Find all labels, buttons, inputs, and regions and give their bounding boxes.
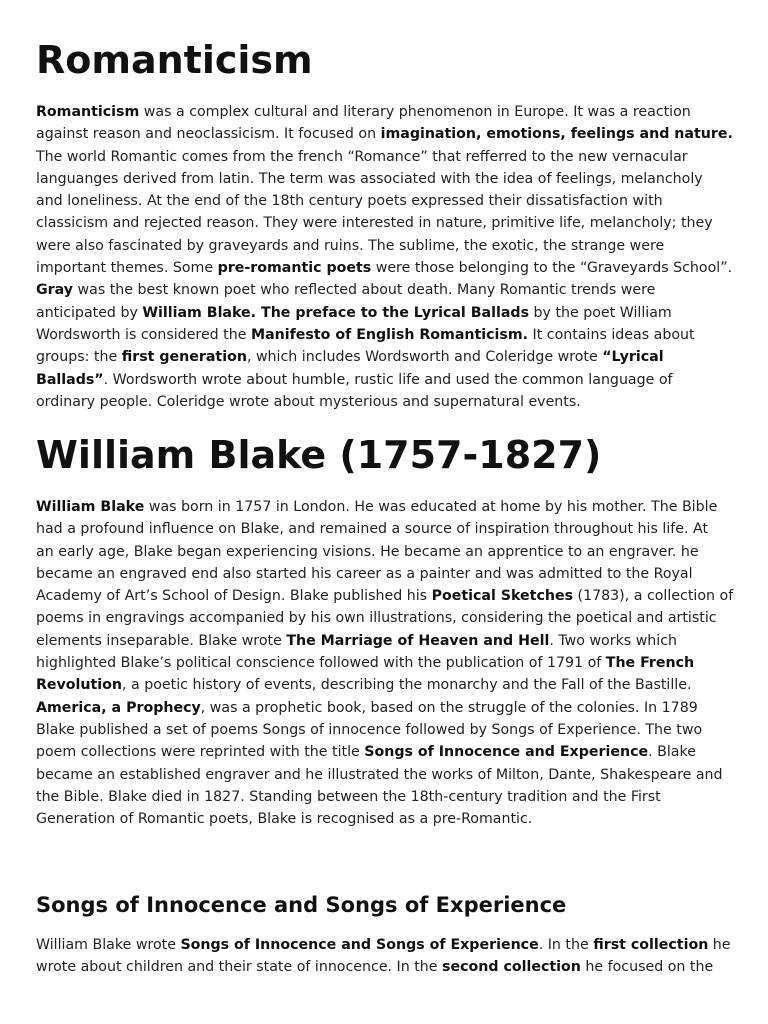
text-run: by the poet William <box>529 304 672 321</box>
text-run: highlighted Blake’s political conscience followed with the publication of 1791 of <box>36 655 606 672</box>
text-run: The world Romantic comes from the french “Romance” that refferred to the new vernacular <box>36 148 688 165</box>
text-run: Blake published a set of poems Songs of innocence followed by Songs of Experience. The two <box>36 721 703 738</box>
text-line <box>36 674 736 696</box>
text-line <box>36 190 736 212</box>
text-run: were those belonging to the “Graveyards School”. <box>371 260 733 277</box>
bold-text: second collection <box>442 959 581 976</box>
text-line <box>36 518 736 540</box>
text-line <box>36 257 736 279</box>
text-run: and loneliness. At the end of the 18th century poets expressed their dissatisfaction with <box>36 193 663 210</box>
heading-william-blake: William Blake (1757-1827) <box>36 433 602 477</box>
text-run: against reason and neoclassicism. It focused on <box>36 126 381 143</box>
text-line <box>36 585 736 607</box>
bold-text: first generation <box>121 349 247 366</box>
text-line <box>36 541 736 563</box>
paragraph-romanticism <box>36 101 736 413</box>
text-run: poem collections were reprinted with the title <box>36 744 365 761</box>
text-run: he focused on the <box>580 959 714 976</box>
bold-text: The French <box>605 655 695 672</box>
paragraph-william-blake <box>36 496 736 830</box>
text-line <box>36 607 736 629</box>
text-run: groups: the <box>36 349 122 366</box>
heading-romanticism: Romanticism <box>36 38 313 82</box>
text-line <box>36 956 736 978</box>
text-run: he <box>708 937 731 953</box>
text-run: (1783), a collection of <box>573 588 734 605</box>
text-run: an early age, Blake began experiencing visions. He became an apprentice to an engraver. he <box>36 543 699 560</box>
text-run: elements inseparable. Blake wrote <box>36 632 287 649</box>
text-line <box>36 302 736 324</box>
text-line <box>36 496 736 518</box>
text-run: It contains ideas about <box>528 326 695 343</box>
text-run: Generation of Romantic poets, Blake is recognised as a pre-Romantic. <box>36 811 533 828</box>
text-line <box>36 279 736 301</box>
text-run: William Blake wrote <box>36 937 181 953</box>
bold-text: Gray <box>36 282 74 299</box>
heading-songs: Songs of Innocence and Songs of Experience <box>36 893 567 917</box>
text-line <box>36 741 736 763</box>
bold-text: “Lyrical <box>602 349 664 366</box>
text-line <box>36 212 736 234</box>
text-line <box>36 123 736 145</box>
text-line <box>36 934 736 956</box>
text-run: , a poetic history of events, describing the monarchy and the Fall of the Bastille. <box>122 677 692 694</box>
text-run: languanges derived from latin. The term was associated with the idea of feelings, melancholy <box>36 170 703 187</box>
text-run: became an engraved end also started his career as a painter and was admitted to the Royal <box>36 565 693 582</box>
bold-text: Manifesto of English Romanticism. <box>250 326 529 343</box>
text-line <box>36 563 736 585</box>
text-line <box>36 101 736 123</box>
text-line <box>36 235 736 257</box>
text-run: had a profound influence on Blake, and remained a source of inspiration throughout his life. At <box>36 521 709 538</box>
text-run: was a complex cultural and literary phenomenon in Europe. It was a reaction <box>139 104 691 120</box>
text-line <box>36 346 736 368</box>
text-run: Wordsworth is considered the <box>36 326 251 343</box>
text-line <box>36 168 736 190</box>
text-run: . Two works which <box>549 632 678 649</box>
text-run: Academy of Art’s School of Design. Blake published his <box>36 588 432 605</box>
bold-text: imagination, emotions, feelings and nature. <box>380 126 733 143</box>
text-run: was the best known poet who reflected about death. Many Romantic trends were <box>73 282 656 299</box>
bold-text: The Marriage of Heaven and Hell <box>286 632 550 649</box>
bold-text: Songs of Innocence and Songs of Experience <box>180 937 539 953</box>
text-run: important themes. Some <box>36 260 218 277</box>
text-run: . Blake <box>648 744 696 761</box>
bold-text: Ballads” <box>36 371 104 388</box>
text-line <box>36 652 736 674</box>
text-run: poems in engravings accompanied by his own illustrations, considering the poetical and artistic <box>36 610 717 627</box>
text-line <box>36 786 736 808</box>
text-line <box>36 324 736 346</box>
text-line <box>36 719 736 741</box>
bold-text: Poetical Sketches <box>431 588 574 605</box>
bold-text: Revolution <box>36 677 122 694</box>
text-run: wrote about children and their state of innocence. In the <box>36 959 443 976</box>
text-run: was born in 1757 in London. He was educated at home by his mother. The Bible <box>144 499 718 515</box>
text-line <box>36 808 736 830</box>
bold-text: pre-romantic poets <box>217 260 372 277</box>
text-run: . In the <box>538 937 594 953</box>
text-line <box>36 630 736 652</box>
bold-text: Romanticism <box>36 104 140 120</box>
text-run: . Wordsworth wrote about humble, rustic life and used the common language of <box>103 371 673 388</box>
bold-text: William Blake. The preface to the Lyrical Ballads <box>142 304 530 321</box>
text-line <box>36 369 736 391</box>
paragraph-songs <box>36 934 736 979</box>
text-line <box>36 146 736 168</box>
bold-text: America, a Prophecy <box>36 699 201 716</box>
text-line <box>36 697 736 719</box>
text-run: classicism and rejected reason. They were interested in nature, primitive life, melancholy; they <box>36 215 713 232</box>
text-run: became an established engraver and he illustrated the works of Milton, Dante, Shakespeare and <box>36 766 723 783</box>
text-line <box>36 764 736 786</box>
text-run: , was a prophetic book, based on the struggle of the colonies. In 1789 <box>200 699 698 716</box>
text-run: anticipated by <box>36 304 143 321</box>
text-run: the Bible. Blake died in 1827. Standing between the 18th-century tradition and the First <box>36 788 661 805</box>
text-run: , which includes Wordsworth and Coleridge wrote <box>246 349 603 366</box>
text-line <box>36 391 736 413</box>
bold-text: first collection <box>593 937 709 953</box>
bold-text: Songs of Innocence and Experience <box>364 744 649 761</box>
text-run: ordinary people. Coleridge wrote about mysterious and supernatural events. <box>36 393 581 410</box>
text-run: were also fascinated by graveyards and ruins. The sublime, the exotic, the strange were <box>36 237 665 254</box>
bold-text: William Blake <box>36 499 145 515</box>
